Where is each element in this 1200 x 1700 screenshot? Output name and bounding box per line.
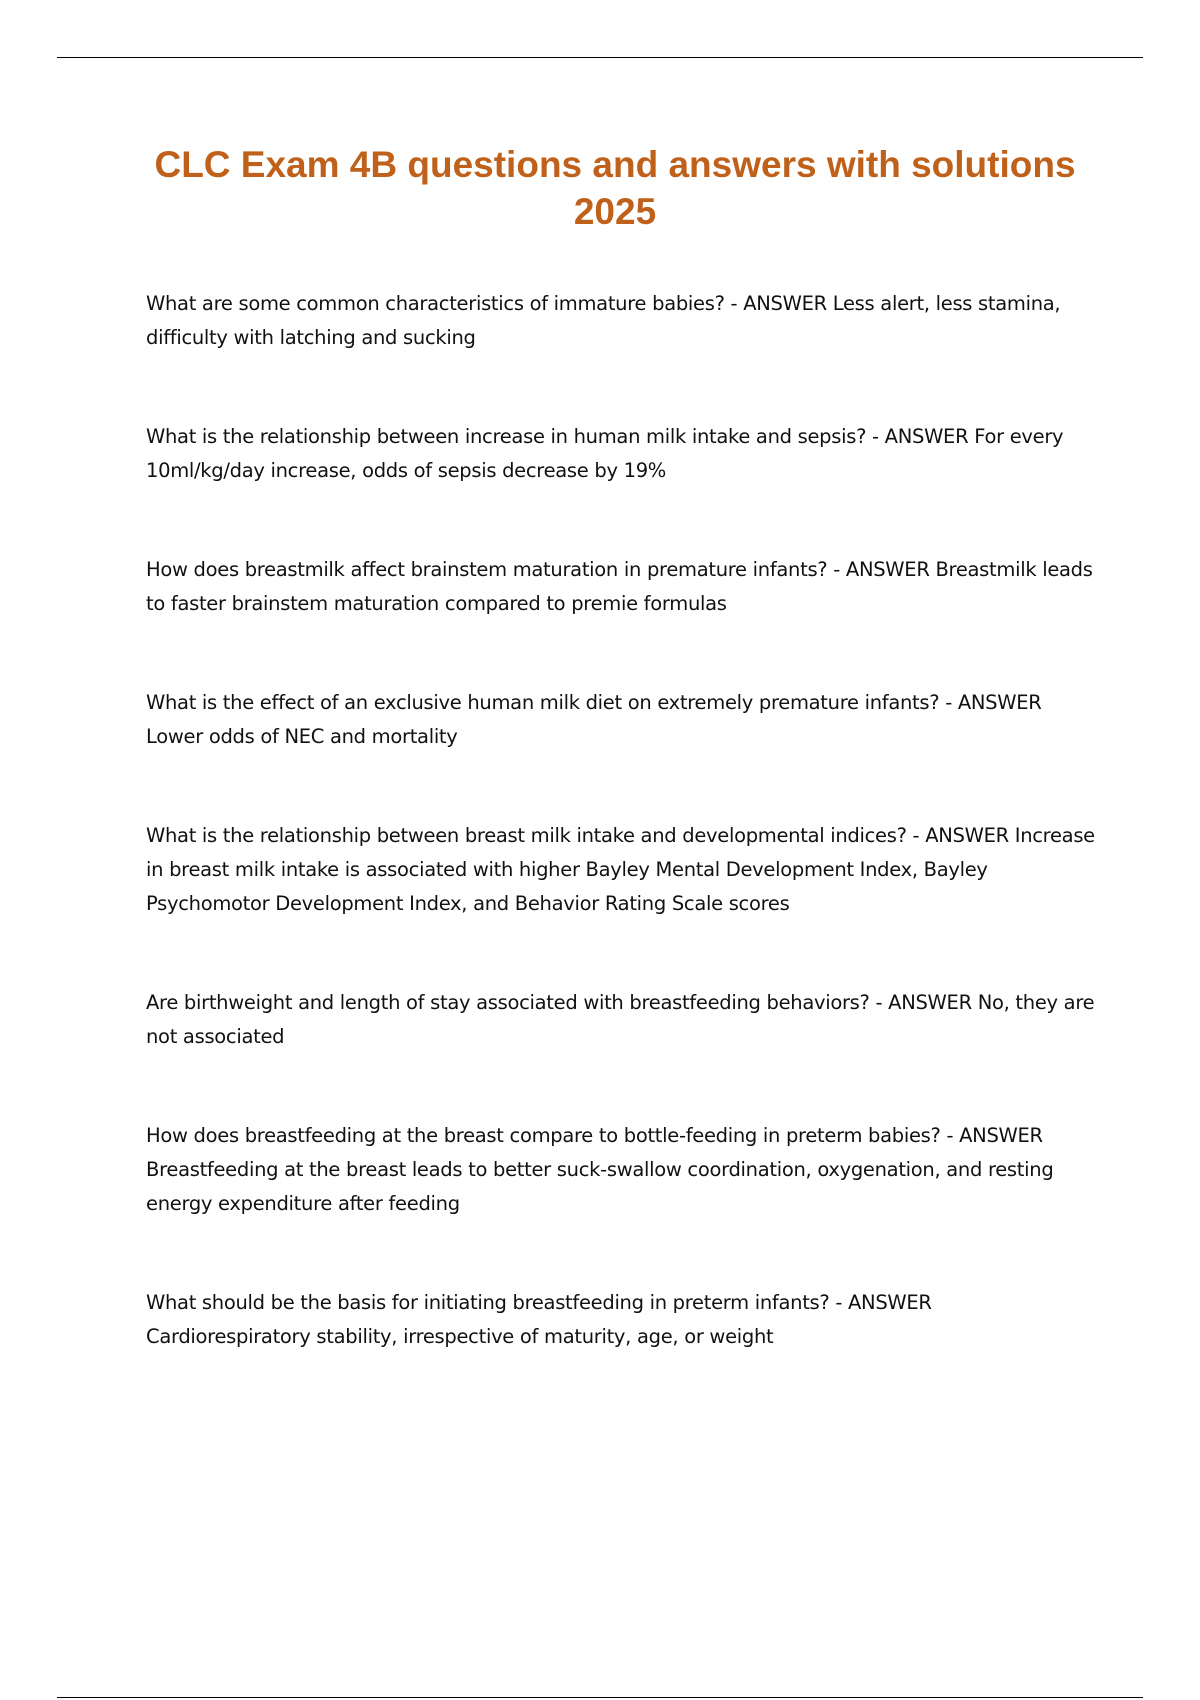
qa-list [146,287,1096,1419]
question-text: What should be the basis for initiating breastfeeding in preterm infants? [146,1291,830,1314]
question-text: What are some common characteristics of immature babies? [146,292,725,315]
separator: - [724,292,744,315]
question-text: How does breastmilk affect brainstem maturation in premature infants? [146,558,828,581]
answer-label: ANSWER [959,1124,1043,1147]
question-text: How does breastfeeding at the breast compare to bottle-feeding in preterm babies? [146,1124,941,1147]
answer-label: ANSWER [743,292,827,315]
separator: - [906,824,926,847]
separator: - [827,558,846,581]
answer-label: ANSWER [845,558,930,581]
answer-text: Increase in breast milk intake is associated with higher Bayley Mental Development Index, Bayley Psychomotor Development Index, and Behavior Rating Scale scores [146,824,1095,915]
answer-text: Cardiorespiratory stability, irrespective of maturity, age, or weight [146,1325,774,1348]
qa-item [146,819,1096,921]
question-text: What is the relationship between increase in human milk intake and sepsis? [146,425,867,448]
answer-text: Less alert, less stamina, difficulty with latching and sucking [146,292,1061,349]
separator: - [866,425,885,448]
answer-label: ANSWER [925,824,1009,847]
answer-label: ANSWER [848,1291,932,1314]
answer-label: ANSWER [888,991,972,1014]
answer-label: ANSWER [884,425,969,448]
qa-item [146,986,1096,1054]
separator: - [940,1124,960,1147]
answer-label: ANSWER [957,691,1042,714]
question-text: What is the effect of an exclusive human milk diet on extremely premature infants? [146,691,940,714]
qa-item [146,287,1096,355]
answer-text: Breastmilk leads to faster brainstem maturation compared to premie formulas [146,558,1093,615]
answer-text: For every 10ml/kg/day increase, odds of sepsis decrease by 19% [146,425,1064,482]
qa-item [146,1286,1096,1354]
answer-text: Breastfeeding at the breast leads to better suck-swallow coordination, oxygenation, and resting energy expenditure after feeding [146,1158,1054,1215]
qa-item [146,553,1096,621]
answer-text: No, they are not associated [146,991,1095,1048]
answer-text: Lower odds of NEC and mortality [146,725,458,748]
separator: - [829,1291,848,1314]
question-text: Are birthweight and length of stay associated with breastfeeding behaviors? [146,991,870,1014]
separator: - [939,691,958,714]
qa-item [146,686,1096,754]
top-rule [57,57,1143,58]
document-title: CLC Exam 4B questions and answers with solutions 2025 [154,144,1076,232]
separator: - [869,991,889,1014]
bottom-rule [57,1697,1143,1698]
qa-item [146,1119,1096,1221]
question-text: What is the relationship between breast milk intake and developmental indices? [146,824,907,847]
qa-item [146,420,1096,488]
